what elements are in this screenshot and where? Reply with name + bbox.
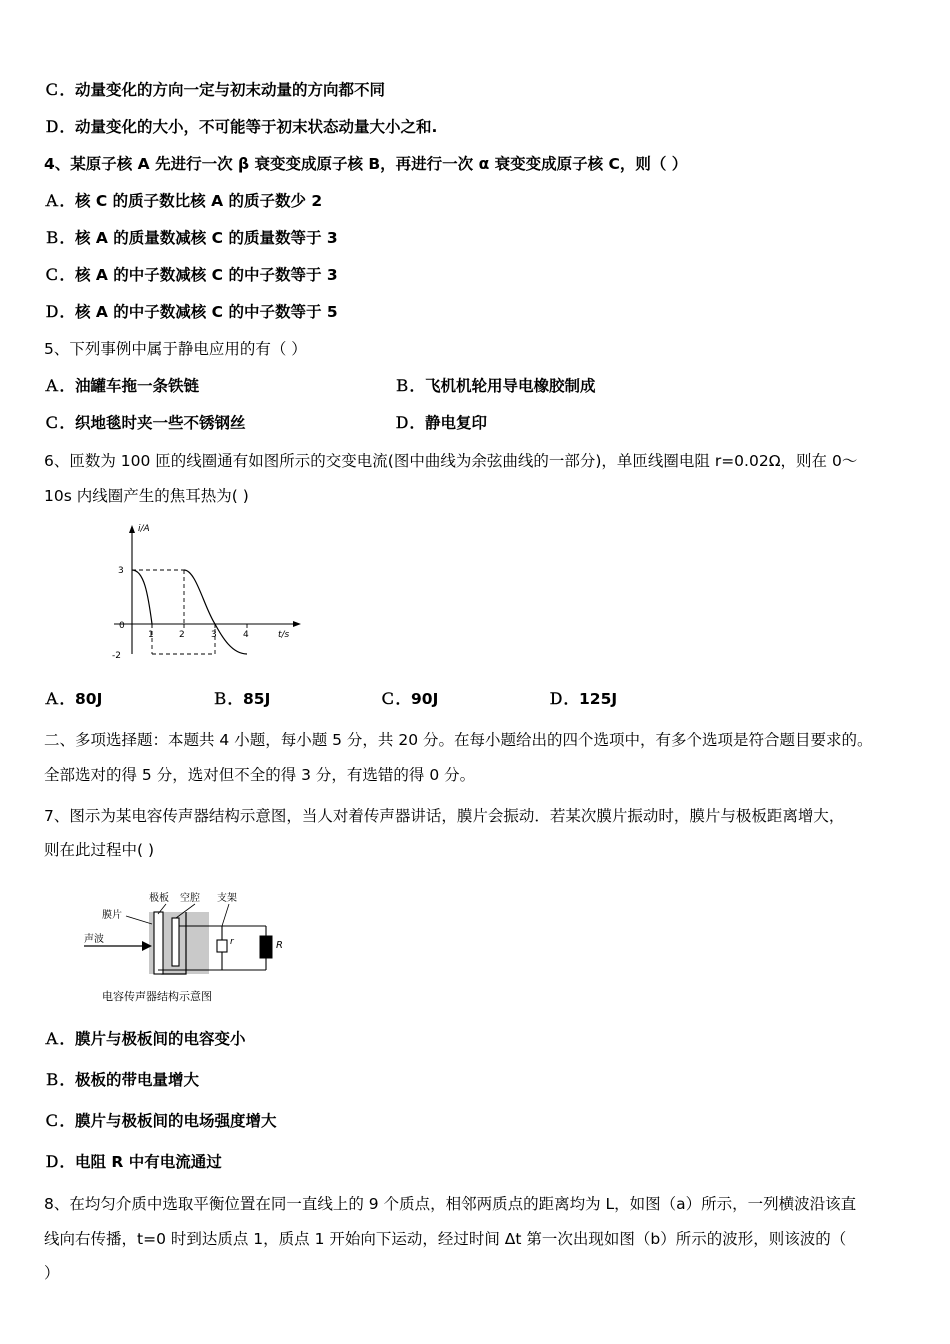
question-8-line-2: 线向右传播，t=0 时到达质点 1，质点 1 开始向下运动，经过时间 Δt 第一次出现如图（b）所示的波形，则该波的（ [44,1229,847,1248]
question-4-option-c: Ｃ．核 A 的中子数减核 C 的中子数等于 3 [44,266,338,285]
svg-text:3: 3 [211,630,217,641]
svg-text:0: 0 [119,621,125,632]
question-6-stem-line-2: 10s 内线圈产生的焦耳热为( ) [44,486,249,505]
question-7-option-a: Ａ．膜片与极板间的电容变小 [44,1030,246,1049]
svg-text:空腔: 空腔 [180,893,200,905]
question-6-choice-b: Ｂ．85J [212,690,271,709]
question-7-options [44,1027,906,1174]
svg-text:极板: 极板 [149,893,169,905]
question-4-option-d: Ｄ．核 A 的中子数减核 C 的中子数等于 5 [44,303,338,322]
question-8-line-1: 8、在均匀介质中选取平衡位置在同一直线上的 9 个质点，相邻两质点的距离均为 L，如图（a）所示，一列横波沿该直 [44,1195,857,1214]
question-7-option-d: Ｄ．电阻 R 中有电流通过 [44,1153,222,1172]
svg-text:声波: 声波 [84,934,104,946]
question-6-choice-a: Ａ．80J [44,690,103,709]
question-4-option-a: Ａ．核 C 的质子数比核 A 的质子数少 2 [44,192,323,211]
question-7-figure [54,874,906,1013]
section-2-header-line-1: 二、多项选择题：本题共 4 小题，每小题 5 分，共 20 分。在每小题给出的四个选项中，有多个选项是符合题目要求的。 [44,731,873,750]
svg-text:支架: 支架 [217,893,237,905]
question-5-option-b: Ｂ．飞机机轮用导电橡胶制成 [394,377,596,396]
question-5-stem: 5、下列事例中属于静电应用的有（ ） [44,340,307,359]
question-4-stem: 4、某原子核 A 先进行一次 β 衰变变成原子核 B，再进行一次 α 衰变变成原子核 C，则（ ） [44,155,688,174]
current-time-graph [92,519,322,669]
question-8-line-3: ） [44,1264,60,1283]
svg-text:r: r [230,937,234,948]
question-6-choices [44,687,906,709]
question-3-option-d: Ｄ．动量变化的大小，不可能等于初末状态动量大小之和. [44,118,438,137]
question-6-choice-d: Ｄ．125J [548,690,618,709]
svg-text:3: 3 [118,566,124,577]
question-5-option-c: Ｃ．织地毯时夹一些不锈钢丝 [44,414,246,433]
question-6-choice-c: Ｃ．90J [380,690,439,709]
question-6-figure [92,519,906,673]
question-7-option-c: Ｃ．膜片与极板间的电场强度增大 [44,1112,277,1131]
question-5-option-d: Ｄ．静电复印 [394,414,488,433]
svg-text:4: 4 [243,630,249,641]
question-5-options-row-1 [44,374,906,398]
svg-text:R: R [276,940,283,952]
svg-text:-2: -2 [112,651,121,662]
figure-caption: 电容传声器结构示意图 [102,990,212,1004]
section-2-header-line-2: 全部选对的得 5 分，选对但不全的得 3 分，有选错的得 0 分。 [44,766,476,785]
question-5-options-row-2 [44,411,906,435]
svg-text:2: 2 [179,630,185,641]
svg-text:i/A: i/A [138,524,150,535]
question-6-stem-line-1: 6、匝数为 100 匝的线圈通有如图所示的交变电流(图中曲线为余弦曲线的一部分)，单匝线圈电阻 r=0.02Ω，则在 0～ [44,452,858,471]
svg-text:膜片: 膜片 [102,910,122,922]
svg-text:t/s: t/s [278,630,290,641]
capacitor-microphone-diagram [54,874,344,1009]
question-7-option-b: Ｂ．极板的带电量增大 [44,1071,200,1090]
question-4-option-b: Ｂ．核 A 的质量数减核 C 的质量数等于 3 [44,229,338,248]
question-5-option-a: Ａ．油罐车拖一条铁链 [44,377,200,396]
question-3-option-c: Ｃ．动量变化的方向一定与初末动量的方向都不同 [44,81,386,99]
question-7-stem-line-1: 7、图示为某电容传声器结构示意图，当人对着传声器讲话，膜片会振动．若某次膜片振动时，膜片与极板距离增大， [44,806,845,825]
svg-text:1: 1 [148,630,154,641]
question-7-stem-line-2: 则在此过程中( ) [44,841,155,860]
